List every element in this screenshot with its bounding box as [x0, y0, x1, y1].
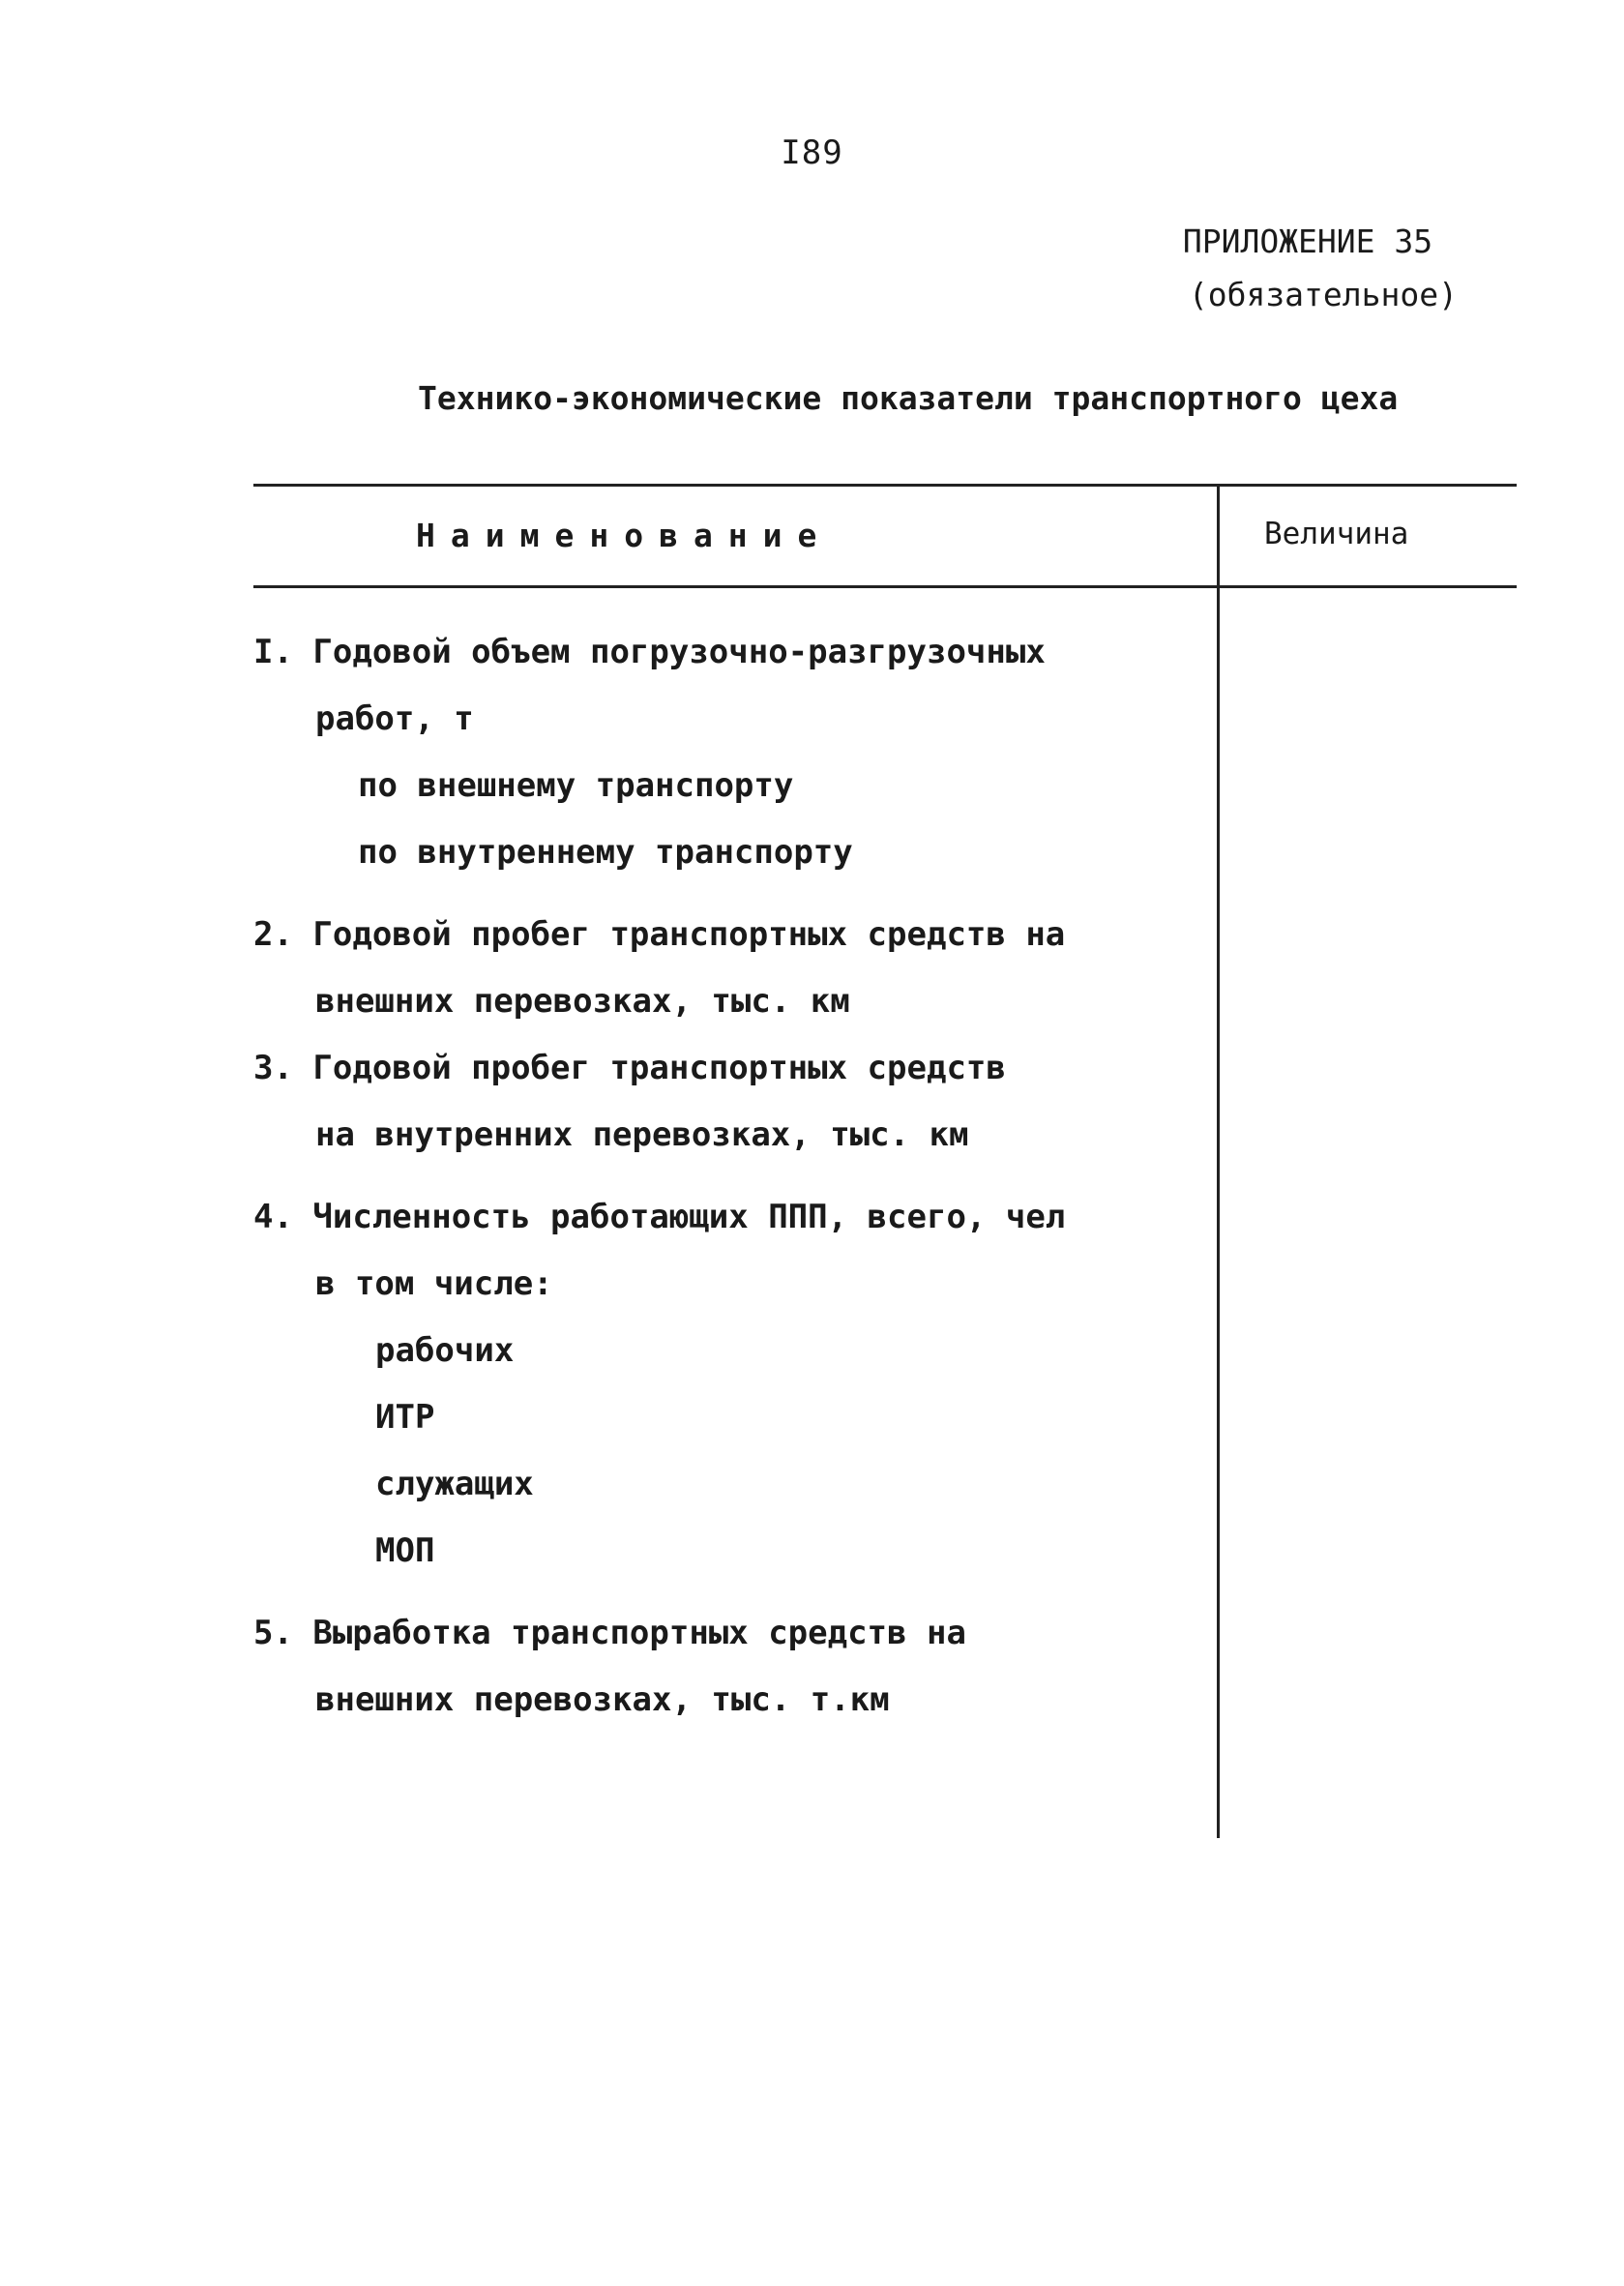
table-row: 2. Годовой пробег транспортных средств на: [253, 915, 1066, 954]
table-row: I. Годовой объем погрузочно-разгрузочных: [253, 633, 1046, 671]
table-row: на внутренних перевозках, тыс. км: [315, 1115, 969, 1154]
table-row: 4. Численность работающих ППП, всего, чел: [253, 1198, 1066, 1236]
column-header-name: Наименование: [416, 517, 833, 554]
table-row: служащих: [375, 1465, 534, 1503]
table-top-rule: [253, 484, 1517, 487]
appendix-block: [1183, 215, 1458, 321]
table-row: работ, т: [315, 699, 474, 738]
table-row: по внутреннему транспорту: [358, 833, 853, 872]
table-row: ИТР: [375, 1398, 435, 1437]
table-row: МОП: [375, 1531, 435, 1570]
appendix-label: ПРИЛОЖЕНИЕ 35: [1182, 223, 1433, 260]
document-title: Технико-экономические показатели транспортного цеха: [418, 379, 1399, 417]
appendix-note: (обязательное): [1188, 276, 1458, 313]
table-row: по внешнему транспорту: [358, 766, 794, 805]
table-rows: [253, 619, 1211, 1734]
table-row: 5. Выработка транспортных средств на: [253, 1614, 966, 1652]
table-row: внешних перевозках, тыс. км: [315, 982, 850, 1021]
table-header-rule: [253, 585, 1517, 588]
table-row: рабочих: [375, 1331, 515, 1370]
table-row: в том числе:: [315, 1264, 553, 1303]
column-header-value: Величина: [1264, 517, 1409, 551]
indicators-table: [253, 484, 1517, 1840]
table-row: 3. Годовой пробег транспортных средств: [253, 1049, 1006, 1087]
page-number: I89: [781, 134, 843, 172]
table-column-divider: [1217, 484, 1220, 1838]
table-row: внешних перевозках, тыс. т.км: [315, 1680, 890, 1719]
